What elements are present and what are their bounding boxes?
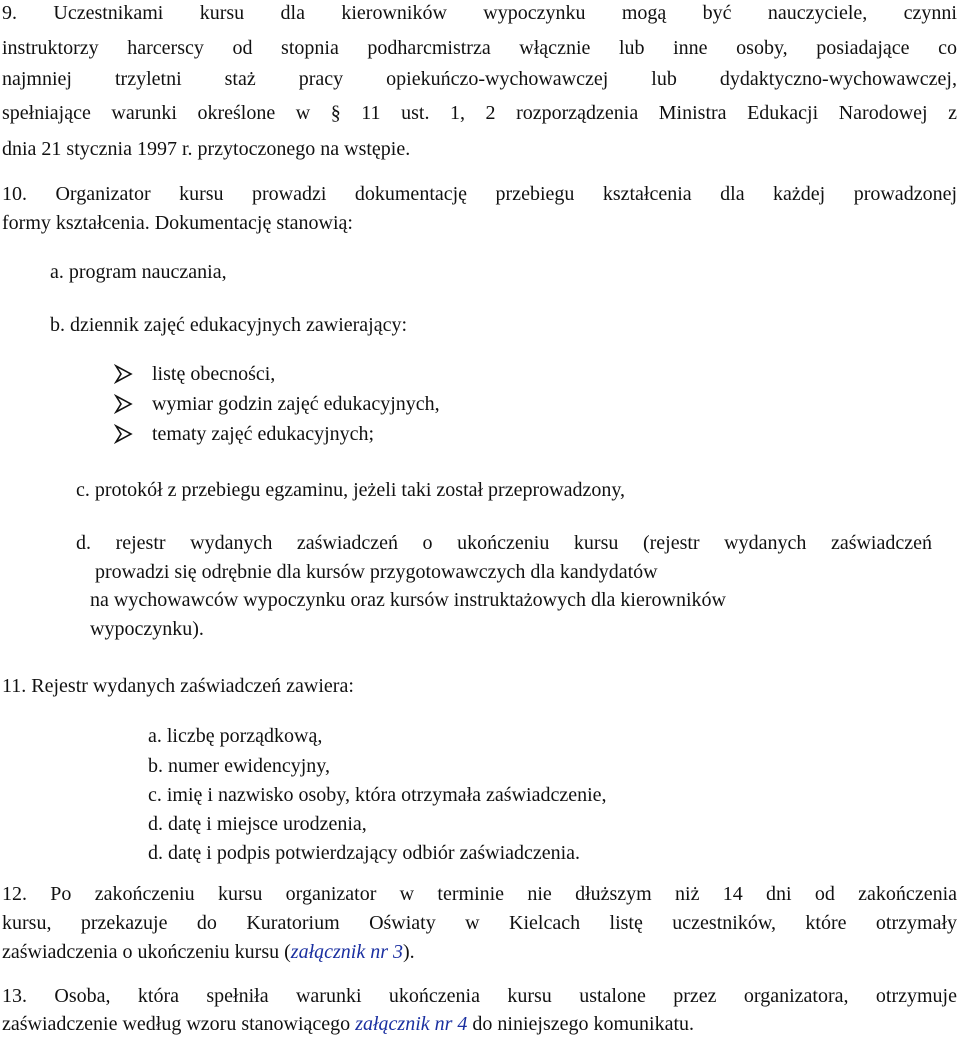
p9-line-5: dnia 21 stycznia 1997 r. przytoczonego na wstępie.: [2, 138, 411, 160]
p11-item: b. numer ewidencyjny,: [148, 755, 330, 777]
p9-line-3: najmniej trzyletni staż pracy opiekuńczo-wychowawczej lub dydaktyczno-wychowawczej,: [2, 68, 957, 90]
arrowhead-bullet-icon: [114, 424, 134, 444]
p10-item-d-line-1: d. rejestr wydanych zaświadczeń o ukończeniu kursu (rejestr wydanych zaświadczeń: [76, 532, 932, 554]
p12-line-3-end: ).: [403, 941, 415, 963]
p11-item: d. datę i miejsce urodzenia,: [148, 813, 367, 835]
p9-line-2: instruktorzy harcerscy od stopnia podharcmistrza włącznie lub inne osoby, posiadające co: [2, 37, 957, 59]
p10-line-2: formy kształcenia. Dokumentację stanowią:: [2, 212, 353, 234]
p11-item: d. datę i podpis potwierdzający odbiór zaświadczenia.: [148, 842, 581, 864]
p10-item-b: b. dziennik zajęć edukacyjnych zawierający:: [50, 314, 408, 336]
p10-item-c: c. protokół z przebiegu egzaminu, jeżeli taki został przeprowadzony,: [76, 479, 626, 501]
p11-item: c. imię i nazwisko osoby, która otrzymała zaświadczenie,: [148, 784, 607, 806]
p13-line-2-text: zaświadczenie według wzoru stanowiącego: [2, 1013, 356, 1035]
p9-line-4: spełniające warunki określone w § 11 ust. 1, 2 rozporządzenia Ministra Edukacji Narodowej z: [2, 102, 957, 124]
p9-line-1: 9. Uczestnikami kursu dla kierowników wypoczynku mogą być nauczyciele, czynni: [2, 2, 957, 24]
p11-item: a. liczbę porządkową,: [148, 725, 323, 747]
p12-line-3-text: zaświadczenia o ukończeniu kursu (: [2, 941, 291, 963]
p13-line-2-end: do niniejszego komunikatu.: [467, 1013, 695, 1035]
attachment-4-link[interactable]: załącznik nr 4: [355, 1013, 468, 1035]
p13-line-1: 13. Osoba, która spełniła warunki ukończenia kursu ustalone przez organizatora, otrzymuje: [2, 985, 957, 1007]
p12-line-2: kursu, przekazuje do Kuratorium Oświaty w Kielcach listę uczestników, które otrzymały: [2, 912, 957, 934]
bullet-item: wymiar godzin zajęć edukacyjnych,: [152, 393, 440, 415]
p10-item-a: a. program nauczania,: [50, 261, 227, 283]
arrowhead-bullet-icon: [114, 394, 134, 414]
p10-item-d-line-2: prowadzi się odrębnie dla kursów przygotowawczych dla kandydatów: [95, 561, 658, 583]
arrowhead-bullet-icon: [114, 364, 134, 384]
p13-line-2: [2, 1012, 694, 1036]
bullet-item: tematy zajęć edukacyjnych;: [152, 423, 375, 445]
p10-line-1: 10. Organizator kursu prowadzi dokumentację przebiegu kształcenia dla każdej prowadzonej: [2, 183, 957, 205]
p12-line-3: [2, 940, 415, 964]
p11-heading: 11. Rejestr wydanych zaświadczeń zawiera:: [2, 675, 354, 697]
p10-item-d-line-4: wypoczynku).: [90, 618, 204, 640]
p10-item-d-line-3: na wychowawców wypoczynku oraz kursów instruktażowych dla kierowników: [90, 589, 726, 611]
bullet-item: listę obecności,: [152, 363, 276, 385]
attachment-3-link[interactable]: załącznik nr 3: [290, 941, 403, 963]
p12-line-1: 12. Po zakończeniu kursu organizator w terminie nie dłuższym niż 14 dni od zakończenia: [2, 883, 957, 905]
